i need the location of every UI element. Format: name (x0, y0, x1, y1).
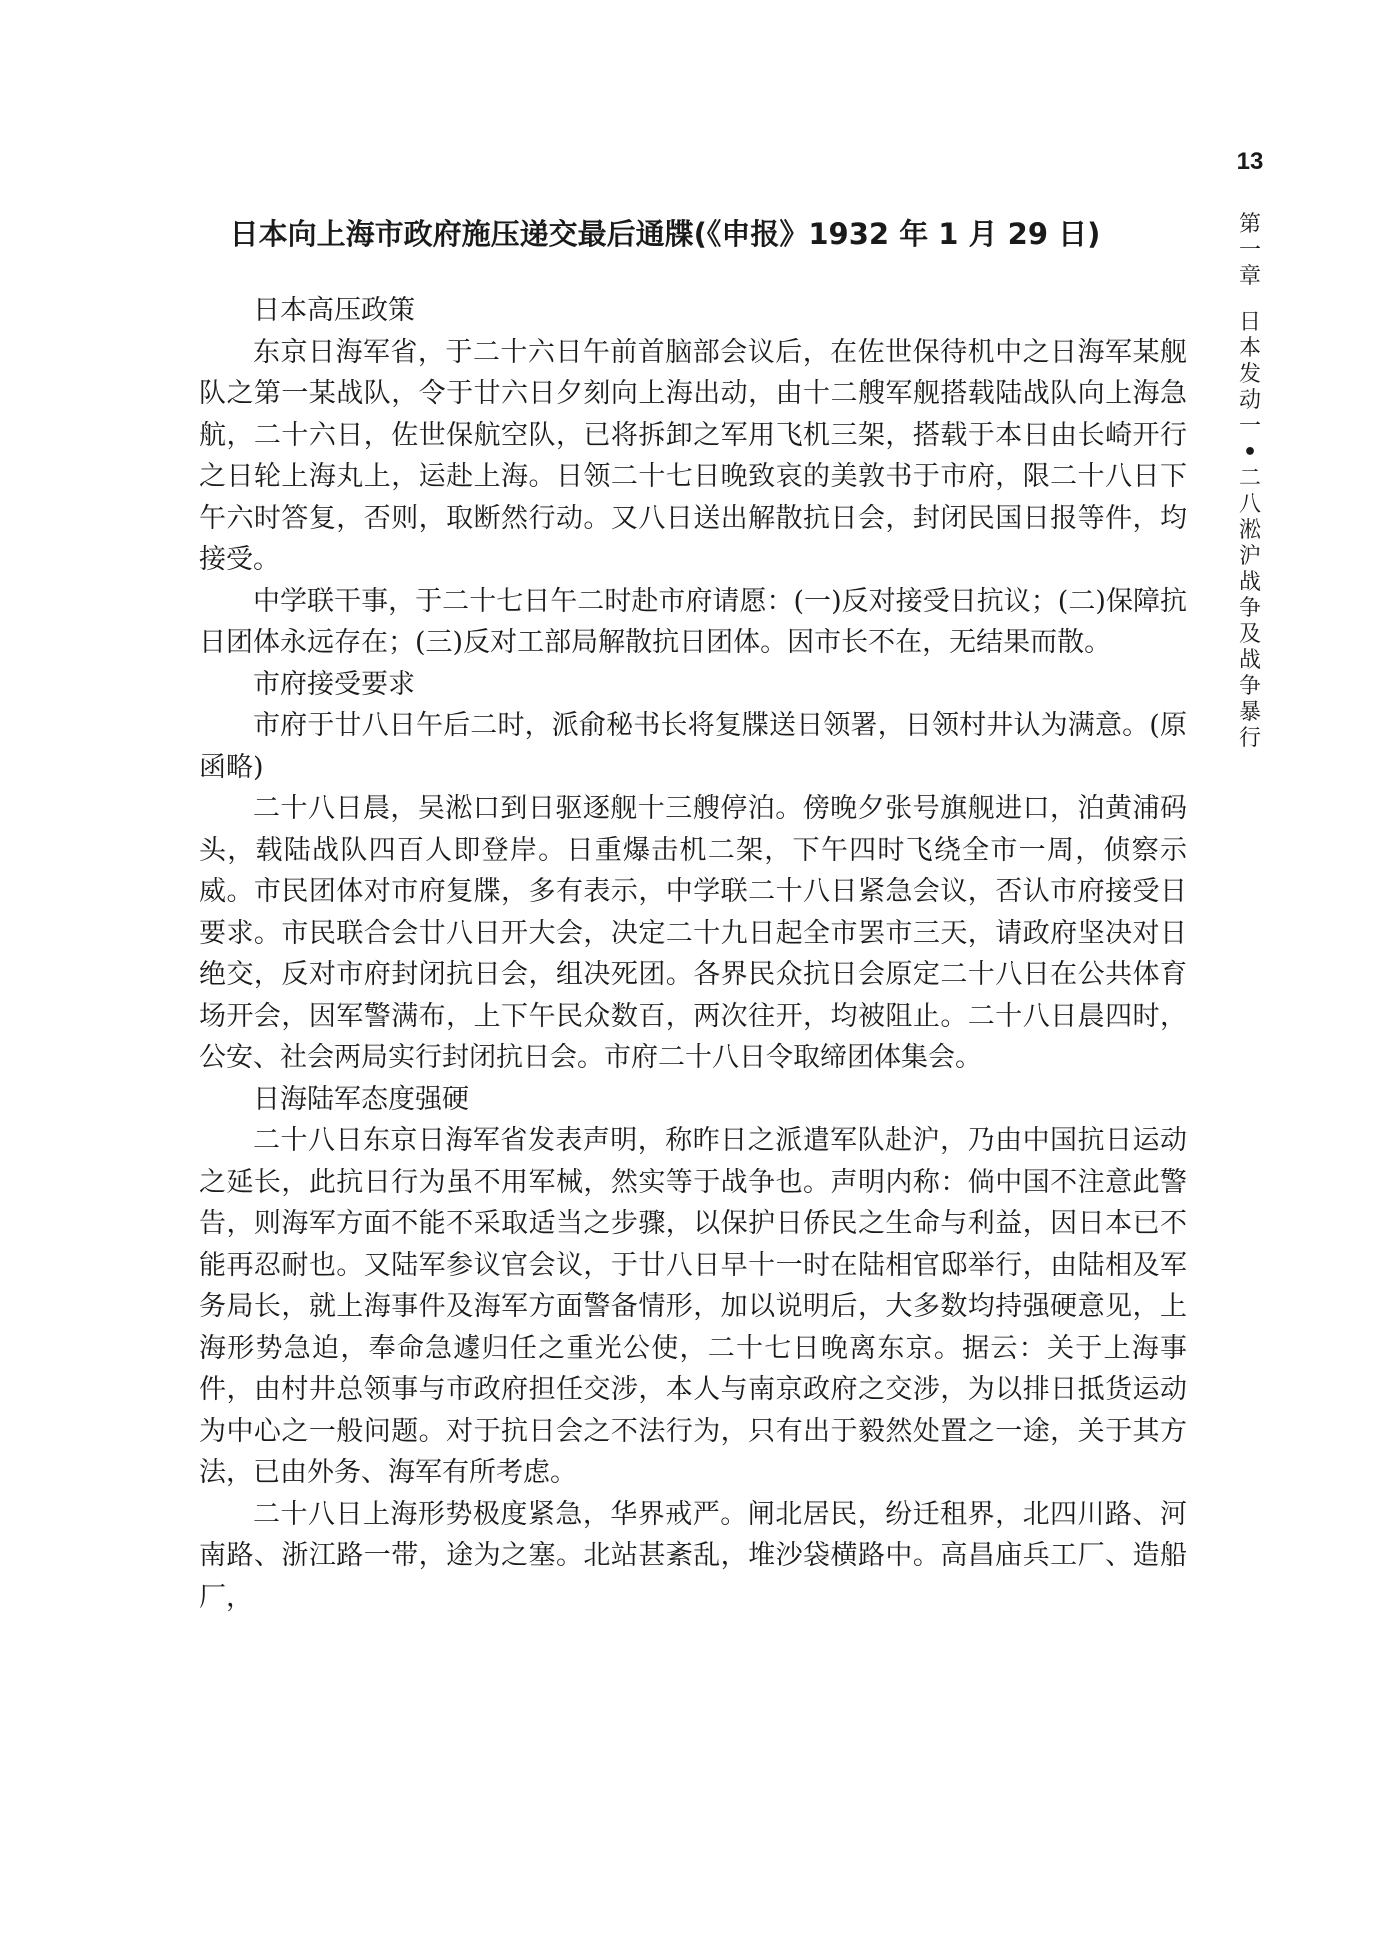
running-head (1230, 212, 1270, 752)
page-number: 13 (1236, 148, 1264, 175)
running-head-chapter-char: 章 (1238, 264, 1261, 289)
paragraph: 二十八日上海形势极度紧急，华界戒严。闸北居民，纷迁租界，北四川路、河南路、浙江路一带，途为之塞。北站甚紊乱，堆沙袋横路中。高昌庙兵工厂、造船厂， (199, 1498, 1187, 1613)
running-head-title-char: 暴 (1238, 700, 1261, 725)
paragraph: 东京日海军省，于二十六日午前首脑部会议后，在佐世保待机中之日海军某舰队之第一某战队，令于廿六日夕刻向上海出动，由十二艘军舰搭载陆战队向上海急航，二十六日，佐世保航空队，已将拆卸之军用飞机三架，搭载于本日由长崎开行之日轮上海丸上，运赴上海。日领二十七日晚致哀的美敦书于市府，限二十八日下午六时答复，否则，取断然行动。又八日送出解散抗日会，封闭民国日报等件，均接受。 (199, 336, 1187, 575)
paragraph: 二十八日东京日海军省发表声明，称昨日之派遣军队赴沪，乃由中国抗日运动之延长，此抗日行为虽不用军械，然实等于战争也。声明内称：倘中国不注意此警告，则海军方面不能不采取适当之步骤，以保护日侨民之生命与利益，因日本已不能再忍耐也。又陆军参议官会议，于廿八日早十一时在陆相官邸举行，由陆相及军务局长，就上海事件及海军方面警备情形，加以说明后，大多数均持强硬意见，上海形势急迫，奉命急遽归任之重光公使，二十七日晚离东京。据云：关于上海事件，由村井总领事与市政府担任交涉，本人与南京政府之交涉，为以排日抵货运动为中心之一般问题。对于抗日会之不法行为，只有出于毅然处置之一途，关于其方法，已由外务、海军有所考虑。 (199, 1125, 1187, 1488)
section-heading: 日本高压政策 (253, 295, 415, 326)
paragraph: 二十八日晨，吴淞口到日驱逐舰十三艘停泊。傍晚夕张号旗舰进口，泊黄浦码头，载陆战队四百人即登岸。日重爆击机二架，下午四时飞绕全市一周，侦察示威。市民团体对市府复牒，多有表示，中学联二十八日紧急会议，否认市府接受日要求。市民联合会廿八日开大会，决定二十九日起全市罢市三天，请政府坚决对日绝交，反对市府封闭抗日会，组决死团。各界民众抗日会原定二十八日在公共体育场开会，因军警满布，上下午民众数百，两次往开，均被阻止。二十八日晨四时，公安、社会两局实行封闭抗日会。市府二十八日令取缔团体集会。 (199, 793, 1187, 1073)
running-head-chapter-char: 第 (1238, 212, 1261, 237)
paragraph: 市府于廿八日午后二时，派俞秘书长将复牒送日领署，日领村井认为满意。(原函略) (199, 710, 1187, 783)
running-head-separator: • (1242, 440, 1258, 465)
article-body (199, 290, 1187, 1618)
paragraph: 中学联干事，于二十七日午二时赴市府请愿：(一)反对接受日抗议；(二)保障抗日团体永远存在；(三)反对工部局解散抗日团体。因市长不在，无结果而散。 (199, 585, 1187, 658)
running-head-title-char: 本 (1238, 336, 1261, 361)
running-head-title-char: 淞 (1238, 518, 1261, 543)
running-head-chapter-char: 一 (1238, 238, 1261, 263)
article-title: 日本向上海市政府施压递交最后通牒(《申报》1932 年 1 月 29 日) (229, 217, 1101, 251)
running-head-title-char: 一 (1238, 414, 1261, 439)
section-heading: 市府接受要求 (253, 668, 415, 700)
running-head-title-char: 日 (1238, 310, 1261, 335)
running-head-title-char: 八 (1238, 492, 1261, 517)
section-heading: 日海陆军态度强硬 (253, 1083, 469, 1115)
running-head-title-char: 战 (1238, 570, 1261, 595)
running-head-title-char: 二 (1238, 466, 1261, 491)
running-head-title-char: 战 (1238, 648, 1261, 673)
running-head-title-char: 争 (1238, 596, 1261, 621)
running-head-title-char: 争 (1238, 674, 1261, 699)
running-head-title-char: 行 (1238, 726, 1261, 751)
running-head-title-char: 动 (1238, 388, 1261, 413)
running-head-title-char: 沪 (1238, 544, 1261, 569)
running-head-title-char: 及 (1238, 622, 1261, 647)
running-head-title-char: 发 (1238, 362, 1261, 387)
